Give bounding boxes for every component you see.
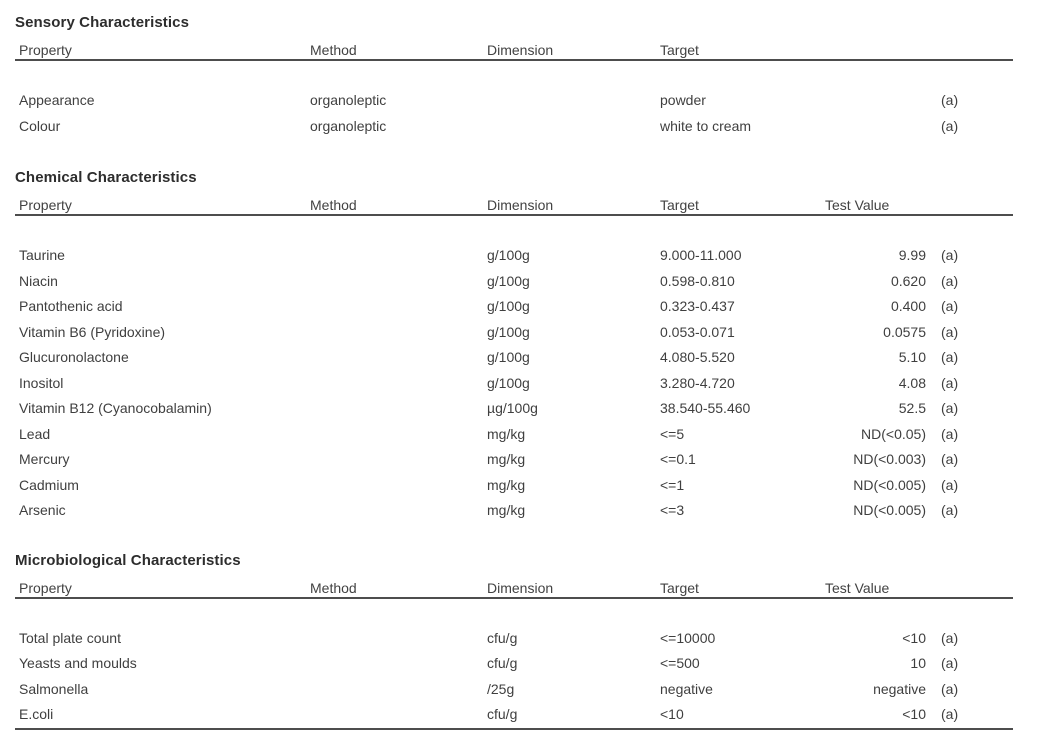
table-row <box>15 396 1013 422</box>
column-header-target: Target <box>660 197 699 213</box>
table-row <box>15 243 1013 269</box>
cell-property: Lead <box>19 425 51 442</box>
cell-property: Pantothenic acid <box>19 298 123 314</box>
section-title: Microbiological Characteristics <box>15 551 241 569</box>
table-row <box>15 498 1013 524</box>
column-header-target: Target <box>660 579 699 596</box>
cell-property: Arsenic <box>19 502 66 518</box>
table-row <box>15 422 1013 448</box>
cell-dimension: g/100g <box>487 298 530 314</box>
cell-target: <10 <box>660 706 684 722</box>
cell-method <box>307 473 487 499</box>
cell-method <box>307 447 487 473</box>
cell-target: 9.000-11.000 <box>660 247 742 263</box>
cell-property: E.coli <box>19 706 54 722</box>
table-row <box>15 88 1013 114</box>
table-body <box>15 626 1013 730</box>
cell-test-value <box>825 88 926 114</box>
cell-test-value: ND(<0.005) <box>853 476 926 493</box>
column-header-test-value: Test Value <box>825 197 890 213</box>
cell-test-value: 0.0575 <box>883 323 926 340</box>
cell-dimension: mg/kg <box>487 502 526 518</box>
cell-target: <=0.1 <box>660 451 696 467</box>
cell-note: (a) <box>941 502 959 518</box>
cell-note: (a) <box>941 476 959 493</box>
cell-dimension: µg/100g <box>487 400 538 416</box>
cell-note: (a) <box>941 374 959 391</box>
column-header-note-empty <box>926 41 1013 59</box>
cell-method <box>307 702 487 728</box>
cell-method: organoleptic <box>310 92 387 108</box>
table-row <box>15 269 1013 295</box>
column-header-property: Property <box>19 579 72 596</box>
column-header-test-value: Test Value <box>825 579 890 596</box>
cell-target: 0.598-0.810 <box>660 272 735 289</box>
cell-note: (a) <box>941 117 959 134</box>
column-header-method: Method <box>310 197 357 213</box>
table-row <box>15 702 1013 728</box>
cell-method <box>307 371 487 397</box>
table-row <box>15 447 1013 473</box>
table-row <box>15 626 1013 652</box>
cell-property: Taurine <box>19 247 65 263</box>
cell-note: (a) <box>941 655 959 671</box>
cell-note: (a) <box>941 323 959 340</box>
cell-property: Vitamin B12 (Cyanocobalamin) <box>19 400 212 416</box>
cell-target: <=3 <box>660 502 685 518</box>
section-title: Chemical Characteristics <box>15 169 197 186</box>
cell-dimension: mg/kg <box>487 451 526 467</box>
cell-method <box>307 651 487 677</box>
section-title: Sensory Characteristics <box>15 14 190 31</box>
cell-note: (a) <box>941 247 959 263</box>
column-header-property: Property <box>19 197 72 213</box>
cell-target: white to cream <box>660 117 752 134</box>
column-header-row <box>15 41 1013 61</box>
cell-method <box>307 294 487 320</box>
table-body <box>15 243 1013 524</box>
cell-target: 0.323-0.437 <box>660 298 735 314</box>
cell-property: Mercury <box>19 451 70 467</box>
table-row <box>15 294 1013 320</box>
cell-note: (a) <box>941 706 959 722</box>
section-sensory-characteristics <box>15 15 1013 139</box>
table-row <box>15 114 1013 140</box>
cell-target: negative <box>660 680 713 697</box>
cell-target: 3.280-4.720 <box>660 374 735 391</box>
cell-note: (a) <box>941 680 959 697</box>
cell-note: (a) <box>941 298 959 314</box>
cell-method <box>307 320 487 346</box>
column-header-property: Property <box>19 42 72 58</box>
column-header-row <box>15 196 1013 216</box>
cell-method <box>307 422 487 448</box>
cell-target: 4.080-5.520 <box>660 349 735 365</box>
cell-test-value: 0.620 <box>890 272 926 289</box>
cell-dimension: g/100g <box>487 272 530 289</box>
cell-property: Niacin <box>19 272 58 289</box>
cell-note: (a) <box>941 400 959 416</box>
cell-test-value: ND(<0.05) <box>861 425 926 442</box>
cell-property: Vitamin B6 (Pyridoxine) <box>19 323 166 340</box>
column-header-method: Method <box>310 42 357 58</box>
cell-test-value: 10 <box>910 655 926 671</box>
cell-test-value: 0.400 <box>890 298 926 314</box>
cell-method <box>307 345 487 371</box>
cell-test-value: <10 <box>902 706 926 722</box>
column-header-method: Method <box>310 579 357 596</box>
cell-test-value: 52.5 <box>898 400 926 416</box>
spec-sheet <box>15 0 1013 730</box>
cell-target: <=500 <box>660 655 700 671</box>
cell-dimension: g/100g <box>487 323 530 340</box>
cell-test-value <box>825 114 926 140</box>
cell-method <box>307 243 487 269</box>
cell-dimension <box>487 114 660 140</box>
cell-target: <=10000 <box>660 629 716 646</box>
table-row <box>15 345 1013 371</box>
cell-test-value: 9.99 <box>898 247 926 263</box>
cell-method: organoleptic <box>310 117 387 134</box>
cell-dimension: g/100g <box>487 247 530 263</box>
cell-dimension: mg/kg <box>487 425 526 442</box>
cell-property: Glucuronolactone <box>19 349 129 365</box>
cell-note: (a) <box>941 629 959 646</box>
column-header-target: Target <box>660 42 699 58</box>
cell-dimension: cfu/g <box>487 655 518 671</box>
cell-property: Cadmium <box>19 476 79 493</box>
cell-dimension: cfu/g <box>487 629 518 646</box>
cell-test-value: 5.10 <box>898 349 926 365</box>
cell-target: <=1 <box>660 476 685 493</box>
table-row <box>15 320 1013 346</box>
column-header-test-value-empty <box>825 41 926 59</box>
cell-method <box>307 677 487 703</box>
cell-method <box>307 626 487 652</box>
section-microbiological-characteristics <box>15 553 1013 730</box>
cell-test-value: negative <box>873 680 926 697</box>
column-header-dimension: Dimension <box>487 579 554 596</box>
column-header-row <box>15 579 1013 599</box>
table-body <box>15 88 1013 139</box>
table-row <box>15 651 1013 677</box>
cell-note: (a) <box>941 349 959 365</box>
cell-target: powder <box>660 92 706 108</box>
cell-dimension <box>487 88 660 114</box>
cell-property: Colour <box>19 117 61 134</box>
cell-property: Inositol <box>19 374 64 391</box>
cell-dimension: mg/kg <box>487 476 526 493</box>
cell-target: 0.053-0.071 <box>660 323 735 340</box>
cell-note: (a) <box>941 425 959 442</box>
cell-dimension: cfu/g <box>487 706 518 722</box>
cell-note: (a) <box>941 272 959 289</box>
table-row <box>15 371 1013 397</box>
cell-method <box>307 396 487 422</box>
cell-test-value: 4.08 <box>898 374 926 391</box>
cell-method <box>307 269 487 295</box>
column-header-note-empty <box>926 196 1013 214</box>
cell-target: 38.540-55.460 <box>660 400 751 416</box>
cell-dimension: g/100g <box>487 349 530 365</box>
section-chemical-characteristics <box>15 170 1013 524</box>
cell-note: (a) <box>941 451 959 467</box>
cell-test-value: ND(<0.003) <box>853 451 926 467</box>
cell-test-value: ND(<0.005) <box>853 502 926 518</box>
cell-dimension: /25g <box>487 680 515 697</box>
cell-target: <=5 <box>660 425 685 442</box>
cell-note: (a) <box>941 92 959 108</box>
column-header-note-empty <box>926 579 1013 597</box>
column-header-dimension: Dimension <box>487 42 554 58</box>
cell-property: Total plate count <box>19 629 121 646</box>
table-row <box>15 473 1013 499</box>
cell-test-value: <10 <box>902 629 926 646</box>
cell-property: Yeasts and moulds <box>19 655 137 671</box>
table-row <box>15 677 1013 703</box>
column-header-dimension: Dimension <box>487 197 554 213</box>
cell-method <box>307 498 487 524</box>
cell-dimension: g/100g <box>487 374 530 391</box>
cell-property: Salmonella <box>19 680 89 697</box>
cell-property: Appearance <box>19 92 95 108</box>
